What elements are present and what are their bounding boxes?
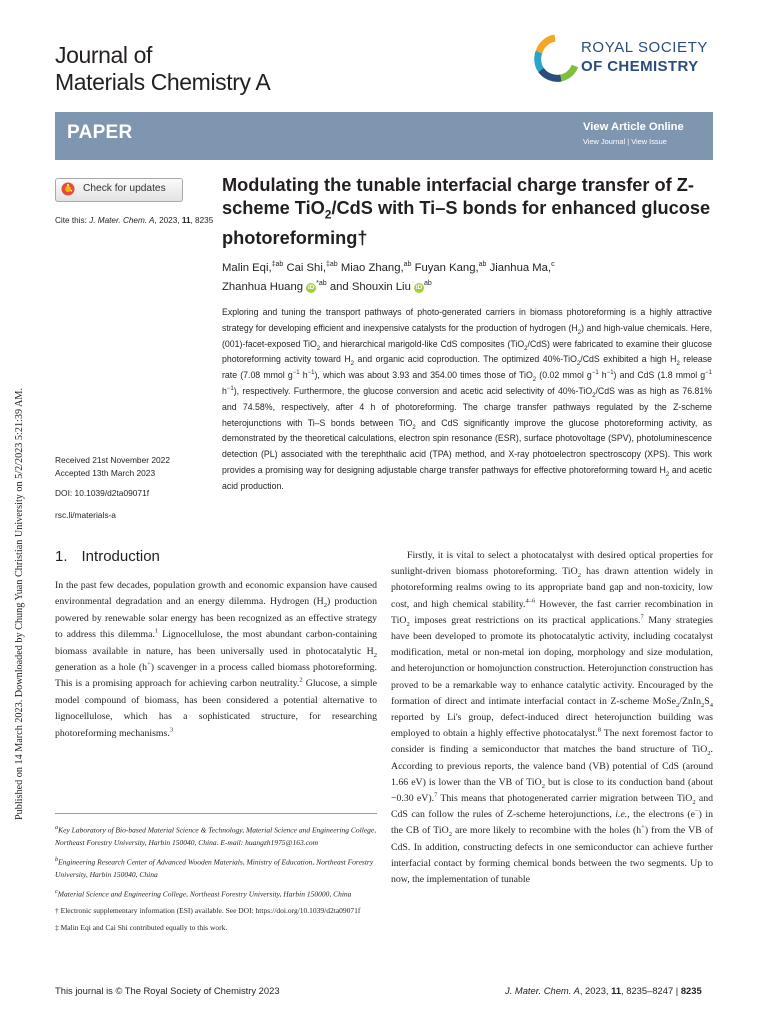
superscript: + <box>641 824 645 832</box>
body-text: The next foremost factor to consider is finding a semiconductor that matches the band structure of TiO <box>391 728 713 756</box>
body-column-left <box>55 578 377 742</box>
body-text: but is close to its conduction band (about −0.30 eV). <box>391 776 713 805</box>
abstract-text: and CdS significantly improve the glucose photoreforming activity, as demonstrated by the theoretical calculations, electron spin resonance (ESR), surface photovoltage (SPV), photoluminescence detection (PL) associated with the terephthalic acid (TPA) method, and X-ray photoelectron spectroscopy (XPS). This work provides a promising way for designing adjustable charge transfer pathways for effective photoreforming toward H <box>222 417 712 475</box>
body-text: ) scavenger in a process called biomass photoreforming. This is a promising approach for achieving carbon neutrality. <box>55 662 377 690</box>
view-article-online-link[interactable]: View Article Online <box>583 121 684 133</box>
subscript: 2 <box>406 620 410 628</box>
journal-short-link[interactable]: rsc.li/materials-a <box>55 510 116 520</box>
section-heading-introduction <box>55 548 160 565</box>
abstract-text: (0.02 mmol g <box>536 370 592 381</box>
article-type-label: PAPER <box>67 122 133 143</box>
body-text: Lignocellulose, the most abundant carbon-containing biomass available in nature, has been universally used in photocatalytic H <box>55 629 378 657</box>
page-number: 8235 <box>680 985 702 996</box>
footnote-marker: a <box>55 824 59 831</box>
body-text: This means that photogenerated carrier migration between TiO <box>437 793 693 805</box>
doi[interactable]: DOI: 10.1039/d2ta09071f <box>55 488 150 498</box>
received-accepted-dates <box>55 454 170 480</box>
reference-link[interactable]: 3 <box>169 726 174 734</box>
body-text: . According to previous reports, the valence band (VB) potential of CdS (around 1.66 eV) is lower than the VB of TiO <box>391 744 713 788</box>
abstract-text: ), respectively. Furthermore, the glucose conversion and acetic acid selectivity of 40%-TiO <box>233 385 593 396</box>
author-affiliation: *ab <box>316 279 327 287</box>
author-affiliation: ‡ab <box>271 261 284 268</box>
subscript: 2 <box>577 329 582 336</box>
author-name: Cai Shi, <box>286 261 326 274</box>
author[interactable] <box>222 262 283 274</box>
cite-pages: , 8235 <box>190 216 214 225</box>
footnote-equal-contribution: ‡ Malin Eqi and Cai Shi contributed equally to this work. <box>55 923 228 933</box>
footer-year: , 2023, <box>579 985 612 996</box>
subscript: 2 <box>592 392 596 399</box>
abstract <box>222 305 712 495</box>
section-number: 1. <box>55 548 68 565</box>
body-text: are more likely to recombine with the holes (h <box>451 825 642 837</box>
author-affiliation: ab <box>403 261 412 268</box>
footer-volume: 11 <box>611 985 622 996</box>
title-subscript: 2 <box>324 207 332 222</box>
subscript: 2 <box>541 782 545 790</box>
author-affiliation: ab <box>478 261 487 268</box>
subscript: 2 <box>707 750 711 758</box>
body-text: and CdS can follow the rules of Z-scheme heterojunctions, <box>391 793 713 821</box>
footnote-marker: c <box>55 888 58 896</box>
abstract-text: ) and CdS (1.8 mmol g <box>613 370 706 381</box>
body-text: In the past few decades, population growth and economic expansion have caused environmental degradation and an energy dilemma. Hydrogen (H <box>55 580 377 608</box>
subscript: 4 <box>709 701 713 709</box>
superscript: −1 <box>705 370 713 377</box>
author-name: Malin Eqi, <box>222 261 272 274</box>
superscript: − <box>694 807 699 815</box>
abstract-text: ), which was about 3.93 and 354.00 times those of TiO <box>314 370 533 381</box>
journal-title-line2: Materials Chemistry A <box>55 69 271 95</box>
body-text: ) production powered by renewable solar energy has been recognized as an effective strategy to address this dilemma. <box>55 596 377 641</box>
superscript: −1 <box>591 370 599 377</box>
cite-year: , 2023, <box>154 216 182 225</box>
body-column-right <box>391 548 713 888</box>
subscript: 2 <box>412 424 416 431</box>
abstract-text: /CdS exhibited a high H <box>580 354 677 365</box>
abstract-text: h <box>222 385 227 396</box>
body-text: Many strategies have been developed to promote its photocatalytic activity, including cocatalyst modification, metal or non-metal ion doping, morphology and size modulation, and heterojunction or homojunction construction. Heterojunction construction has proved to be a remarkable way to enhance catalytic activity. Encouraged by the formation of direct and intimate interfacial contact in Z-scheme MoSe <box>391 614 713 707</box>
author-affiliation: ‡ab <box>326 261 338 268</box>
abstract-text: ) and high-value chemicals. Here, (001)-facet-exposed TiO <box>222 322 712 349</box>
footnote-esi[interactable]: † Electronic supplementary information (ESI) available. See DOI: https://doi.org/10.1039/d2ta09071f <box>55 906 361 916</box>
subscript: 2 <box>665 471 670 478</box>
citation-info <box>55 215 215 226</box>
footer-copyright: This journal is © The Royal Society of Chemistry 2023 <box>55 985 280 996</box>
rsc-name-line2: OF CHEMISTRY <box>581 58 699 75</box>
subscript: 2 <box>692 799 696 806</box>
subscript: 2 <box>350 361 355 368</box>
reference-link[interactable]: 7 <box>640 613 644 621</box>
reference-link[interactable]: 1 <box>154 627 159 635</box>
footnote-marker: b <box>55 856 59 864</box>
author-affiliation: ab <box>424 279 432 287</box>
superscript: + <box>147 660 151 668</box>
abstract-text: Exploring and tuning the transport pathways of photo-generated carriers in biomass photoreforming is a highly attractive strategy for developing efficient and inexpensive catalysts for the production of hydrogen (H <box>222 307 712 333</box>
paragraph <box>55 578 377 742</box>
footnote-affiliation-b <box>55 854 377 882</box>
article-type-banner <box>55 112 713 160</box>
footnote-text: Material Science and Engineering College, Northeast Forestry University, Harbin 150000, China <box>57 889 352 899</box>
orcid-icon[interactable]: iD <box>307 283 315 291</box>
author-name: and Shouxin Liu <box>329 280 411 293</box>
superscript: −1 <box>292 370 300 377</box>
reference-link[interactable]: 4–6 <box>525 597 536 605</box>
abstract-text: /CdS was as high as 76.81% and 74.58%, respectively, after 4 h of photoreforming. The charge transfer pathways regulated by the Z-scheme heterojunctions with Ti–S bonds between TiO <box>222 385 712 428</box>
abstract-text: release rate (7.08 mmol g <box>222 354 712 381</box>
journal-title[interactable] <box>55 42 270 96</box>
author[interactable] <box>330 281 432 293</box>
body-text: , the electrons (e <box>627 809 695 821</box>
accepted-date: Accepted 13th March 2023 <box>55 468 156 478</box>
author-name: Zhanhua Huang <box>222 280 304 293</box>
author-name: Miao Zhang, <box>340 261 404 274</box>
footnote-text: Key Laboratory of Bio-based Material Science & Technology, Material Science and Engineering College, Northeast Forestry University, Harbin 150040, China. E-mail: huangzh1975@163.com <box>55 825 377 848</box>
author[interactable] <box>222 281 327 293</box>
view-journal-issue-links[interactable]: View Journal | View Issue <box>583 137 667 146</box>
footer-journal: J. Mater. Chem. A <box>505 985 580 996</box>
author-list <box>222 257 722 295</box>
reference-link[interactable]: 7 <box>434 791 438 799</box>
subscript: 2 <box>323 602 328 610</box>
superscript: −1 <box>606 370 614 377</box>
check-for-updates-button[interactable] <box>55 178 183 202</box>
footnote-divider <box>55 813 377 814</box>
footnote-text: Engineering Research Center of Advanced Wooden Materials, Ministry of Education, Northeast Forestry University, Harbin 150040, China <box>55 857 374 880</box>
body-text: i.e. <box>615 809 628 821</box>
abstract-text: /CdS) were fabricated to examine their glucose photoreforming activity toward H <box>222 338 712 365</box>
superscript: −1 <box>307 370 315 377</box>
title-part: Modulating the tunable interfacial charge transfer of Z-scheme TiO <box>222 175 694 218</box>
body-text: S <box>704 695 710 707</box>
body-text: However, the fast carrier recombination in TiO <box>391 598 713 626</box>
author-name: Jianhua Ma, <box>489 261 552 274</box>
author-name: Fuyan Kang, <box>414 261 479 274</box>
title-part: /CdS with Ti–S bonds for enhanced glucose photoreforming† <box>222 198 711 248</box>
check-for-updates-label: Check for updates <box>83 183 166 194</box>
subscript: 2 <box>676 701 680 709</box>
cite-journal: J. Mater. Chem. A <box>89 216 155 225</box>
reference-link[interactable]: 8 <box>597 726 601 734</box>
subscript: 2 <box>701 701 705 709</box>
subscript: 2 <box>448 831 452 839</box>
subscript: 2 <box>577 572 581 580</box>
subscript: 2 <box>576 361 581 368</box>
article-title <box>222 174 722 250</box>
body-text: imposes great restrictions on its practical applications. <box>409 614 641 626</box>
body-text: reported by Li's group, defect-induced direct heterojunction building was employed to obtain a highly effective photocatalyst. <box>391 712 713 740</box>
abstract-text: and acetic acid production. <box>222 464 712 491</box>
cite-volume: 11 <box>181 216 191 225</box>
orcid-icon[interactable]: iD <box>415 283 423 291</box>
body-text: /ZnIn <box>679 695 702 707</box>
body-text: ) from the VB of CdS. In addition, constructing defects in one semiconductor can achieve further interfacial contact by forming chemical bonds between the two segments. Up to now, the implementation of tunable <box>391 825 713 886</box>
author[interactable] <box>286 262 337 274</box>
author[interactable] <box>490 262 555 274</box>
cite-prefix: Cite this: <box>55 216 90 225</box>
abstract-text: h <box>299 370 308 381</box>
author[interactable] <box>415 262 487 274</box>
body-text: ) in the CB of TiO <box>391 809 713 837</box>
download-stamp: Published on 14 March 2023. Downloaded by Chung Yuan Christian University on 5/2/2023 5:21:39 AM. <box>14 387 25 820</box>
author-affiliation: c <box>551 261 555 268</box>
abstract-text: h <box>598 370 607 381</box>
author[interactable] <box>341 262 412 274</box>
rsc-name-line1: ROYAL SOCIETY <box>581 39 708 56</box>
section-title: Introduction <box>81 548 160 565</box>
subscript: 2 <box>373 651 377 659</box>
footer-citation <box>505 985 702 996</box>
journal-title-line1: Journal of <box>55 42 153 68</box>
abstract-text: and hierarchical marigold-like CdS composites (TiO <box>320 338 525 349</box>
subscript: 2 <box>316 345 321 352</box>
subscript: 2 <box>532 376 537 383</box>
footnote-affiliation-c <box>55 886 377 901</box>
body-text: generation as a hole (h <box>55 662 148 674</box>
body-text: has drawn attention widely in photoreforming realms owing to its appropriate band gap and non-toxicity, low cost, and high chemical stability. <box>391 566 713 610</box>
footnote-affiliation-a <box>55 822 377 850</box>
paragraph <box>391 548 713 888</box>
reference-link[interactable]: 2 <box>299 677 303 685</box>
superscript: −1 <box>226 386 234 393</box>
subscript: 2 <box>524 345 528 352</box>
abstract-text: and organic acid coproduction. The optimized 40%-TiO <box>354 354 577 365</box>
received-date: Received 21st November 2022 <box>55 455 170 465</box>
body-text: Glucose, a simple model compound of biomass, has been considered a potential alternative to lignocellulose, which has a sophisticated structure, for researching photoreforming mechanisms. <box>55 678 377 739</box>
subscript: 2 <box>676 361 680 368</box>
update-check-icon <box>61 182 75 196</box>
footnotes <box>55 822 377 939</box>
body-text: Firstly, it is vital to select a photocatalyst with desired optical properties for sunlight-driven biomass photoreforming. TiO <box>391 550 713 578</box>
footer-pages: , 8235–8247 | <box>621 985 681 996</box>
